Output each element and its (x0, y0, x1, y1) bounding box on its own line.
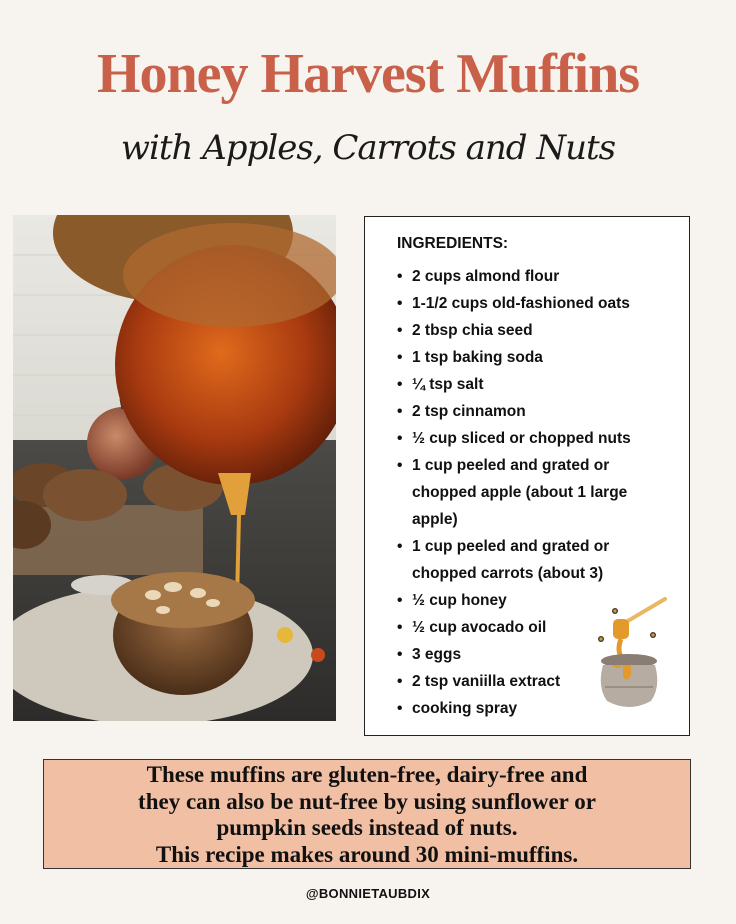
ingredient-item: • ½ cup honey (397, 587, 687, 614)
dietary-notice (43, 759, 691, 869)
ingredient-item: • 2 cups almond flour (397, 263, 687, 290)
ingredient-item: • 1 cup peeled and grated or chopped apple (about 1 large apple) (397, 452, 687, 533)
recipe-subtitle: with Apples, Carrots and Nuts (120, 128, 616, 168)
recipe-title: Honey Harvest Muffins (96, 43, 640, 105)
ingredient-item: • ½ cup avocado oil (397, 614, 687, 641)
ingredient-item: • 3 eggs (397, 641, 687, 668)
ingredient-item: • 1 cup peeled and grated or chopped carrots (about 3) (397, 533, 687, 587)
notice-line: they can also be nut-free by using sunflower or (138, 788, 596, 814)
notice-line: This recipe makes around 30 mini-muffins. (155, 841, 579, 867)
ingredient-item: • 1 tsp baking soda (397, 344, 687, 371)
ingredient-item: • 1-1/2 cups old-fashioned oats (397, 290, 687, 317)
ingredient-item: • 2 tbsp chia seed (397, 317, 687, 344)
ingredient-item: • cooking spray (397, 695, 687, 722)
muffin-photo (13, 215, 336, 721)
author-handle: @BONNIETAUBDIX (305, 886, 431, 901)
ingredient-item: • 2 tsp cinnamon (397, 398, 687, 425)
ingredient-item: • ½ cup sliced or chopped nuts (397, 425, 687, 452)
ingredients-card (364, 216, 690, 736)
notice-line: These muffins are gluten-free, dairy-free and (146, 762, 588, 787)
ingredients-heading: INGREDIENTS: (397, 235, 509, 252)
ingredient-item: • ¼ tsp salt (397, 371, 687, 398)
notice-line: pumpkin seeds instead of nuts. (216, 815, 518, 840)
honey-pot-icon (593, 595, 673, 711)
ingredient-item: • 2 tsp vaniilla extract (397, 668, 687, 695)
